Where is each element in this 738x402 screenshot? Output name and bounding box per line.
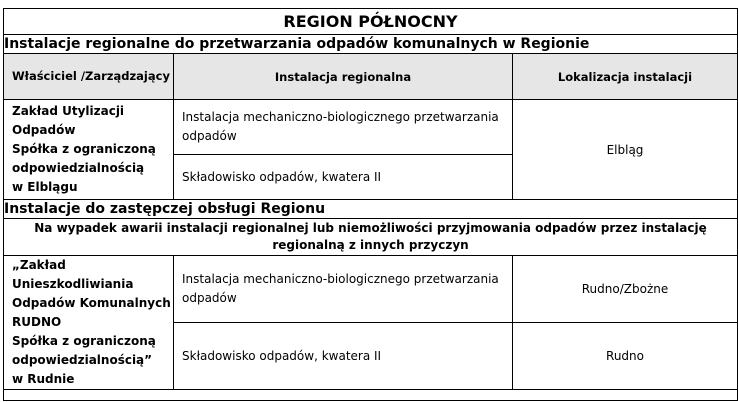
owner-cell-regional — [4, 100, 174, 200]
title-row — [4, 9, 738, 35]
location-cell: Elbląg — [513, 100, 738, 200]
table-header-row — [4, 54, 738, 100]
owner-line: Spółka z ograniczoną — [12, 334, 156, 348]
header-installation: Instalacja regionalna — [174, 54, 513, 100]
owner-line: Zakład Utylizacji — [12, 104, 125, 118]
table-row — [4, 256, 738, 323]
section-title-backup: Instalacje do zastępczej obsługi Regionu — [4, 200, 738, 219]
installation-cell: Składowisko odpadów, kwatera II — [174, 323, 513, 390]
section-title-regional: Instalacje regionalne do przetwarzania odpadów komunalnych w Regionie — [4, 35, 738, 54]
note-row — [4, 219, 738, 256]
owner-line: odpowiedzialnością — [12, 161, 145, 175]
owner-line: „Zakład — [12, 258, 66, 272]
owner-line: odpowiedzialnością” — [12, 353, 153, 367]
section-row-regional — [4, 35, 738, 54]
table-row — [4, 100, 738, 155]
installation-cell: Składowisko odpadów, kwatera II — [174, 155, 513, 200]
table-tail — [4, 390, 738, 401]
header-owner: Właściciel /Zarządzający — [4, 54, 174, 100]
location-cell: Rudno — [513, 323, 738, 390]
region-table — [3, 8, 738, 401]
region-title: REGION PÓŁNOCNY — [4, 9, 738, 35]
owner-cell-backup — [4, 256, 174, 390]
owner-line: RUDNO — [12, 315, 62, 329]
owner-line: w Elblągu — [12, 180, 78, 194]
location-cell: Rudno/Zbożne — [513, 256, 738, 323]
installation-cell: Instalacja mechaniczno-biologicznego przetwarzania odpadów — [174, 100, 513, 155]
installation-cell: Instalacja mechaniczno-biologicznego przetwarzania odpadów — [174, 256, 513, 323]
owner-line: w Rudnie — [12, 372, 75, 386]
owner-line: Odpadów — [12, 123, 76, 137]
header-location: Lokalizacja instalacji — [513, 54, 738, 100]
owner-line: Unieszkodliwiania — [12, 277, 134, 291]
owner-line: Odpadów Komunalnych — [12, 296, 171, 310]
owner-line: Spółka z ograniczoną — [12, 142, 156, 156]
table-tail-row — [4, 390, 738, 401]
section-row-backup — [4, 200, 738, 219]
backup-note: Na wypadek awarii instalacji regionalnej lub niemożliwości przyjmowania odpadów przez instalację regionalną z innych przyczyn — [4, 219, 738, 256]
